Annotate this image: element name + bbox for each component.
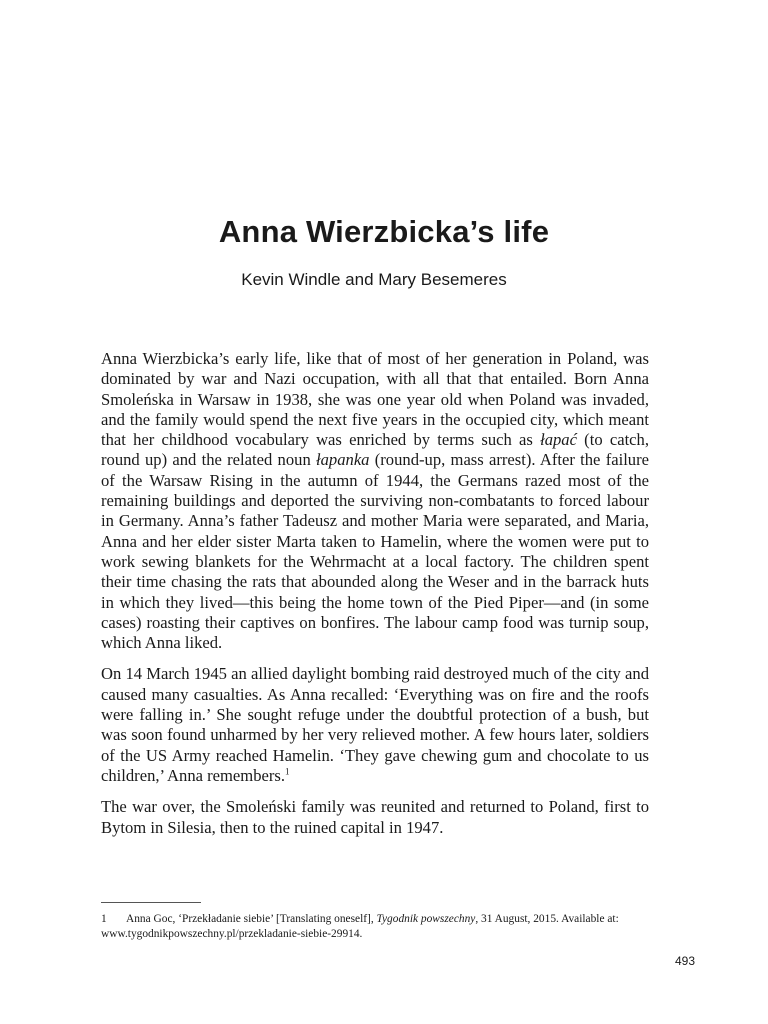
chapter-title: Anna Wierzbicka’s life bbox=[218, 214, 550, 249]
paragraph-1-text-a: Anna Wierzbicka’s early life, like that of most of her generation in Poland, was dominated by war and Nazi occupation, with all that that entailed. Born Anna Smoleńska in Warsaw in 1938, she was one year old when Poland was invaded, and the family would spend the next five years in the occupied city, which meant that her childhood vocabulary was enriched by terms such as bbox=[101, 349, 649, 450]
footnote-text-b: , 31 August, 2015. Available at: www.tygodnikpowszechny.pl/przekladanie-siebie-29914. bbox=[101, 913, 619, 940]
polish-term-lapanka: łapanka bbox=[316, 450, 370, 470]
footnote-text-a: Anna Goc, ‘Przekładanie siebie’ [Translating oneself], bbox=[126, 913, 377, 925]
paragraph-1 bbox=[101, 349, 649, 653]
footnote-reference[interactable]: 1 bbox=[285, 766, 290, 777]
paragraph-1-text-c: (round-up, mass arrest). After the failure of the Warsaw Rising in the autumn of 1944, the Germans razed most of the remaining buildings and deported the surviving non-combatants to forced labour in Germany. Anna’s father Tadeusz and mother Maria were separated, and Maria, Anna and her elder sister Marta taken to Hamelin, where the women were put to work sewing blankets for the Wehrmacht at a local factory. The children spent their time chasing the rats that abounded along the Weser and in the barrack huts in which they lived—this being the home town of the Pied Piper—and (in some cases) roasting their captives on bonfires. The labour camp food was turnip soup, which Anna liked. bbox=[101, 450, 649, 653]
paragraph-2 bbox=[101, 664, 649, 786]
footnote-number: 1 bbox=[101, 913, 107, 925]
polish-term-lapac: łapać bbox=[540, 430, 577, 450]
chapter-body bbox=[101, 349, 649, 838]
paragraph-1-text-b: (to catch, round up) and the related noun bbox=[101, 430, 649, 470]
footnote bbox=[101, 912, 649, 942]
paragraph-2-text: On 14 March 1945 an allied daylight bombing raid destroyed much of the city and caused many casualties. As Anna recalled: ‘Everything was on fire and the roofs were falling in.’ She sought refuge under the doubtful protection of a bush, but was soon found unharmed by her very relieved mother. A few hours later, soldiers of the US Army reached Hamelin. ‘They gave chewing gum and chocolate to us children,’ Anna remembers. bbox=[101, 664, 649, 785]
footnote-divider bbox=[101, 902, 201, 903]
footnote-journal: Tygodnik powszechny bbox=[376, 913, 476, 925]
paragraph-3 bbox=[101, 797, 649, 838]
paragraph-3-text: The war over, the Smoleński family was reunited and returned to Poland, first to Bytom in Silesia, then to the ruined capital in 1947. bbox=[101, 797, 649, 837]
page-number: 493 bbox=[674, 954, 695, 968]
chapter-authors: Kevin Windle and Mary Besemeres bbox=[241, 270, 507, 289]
